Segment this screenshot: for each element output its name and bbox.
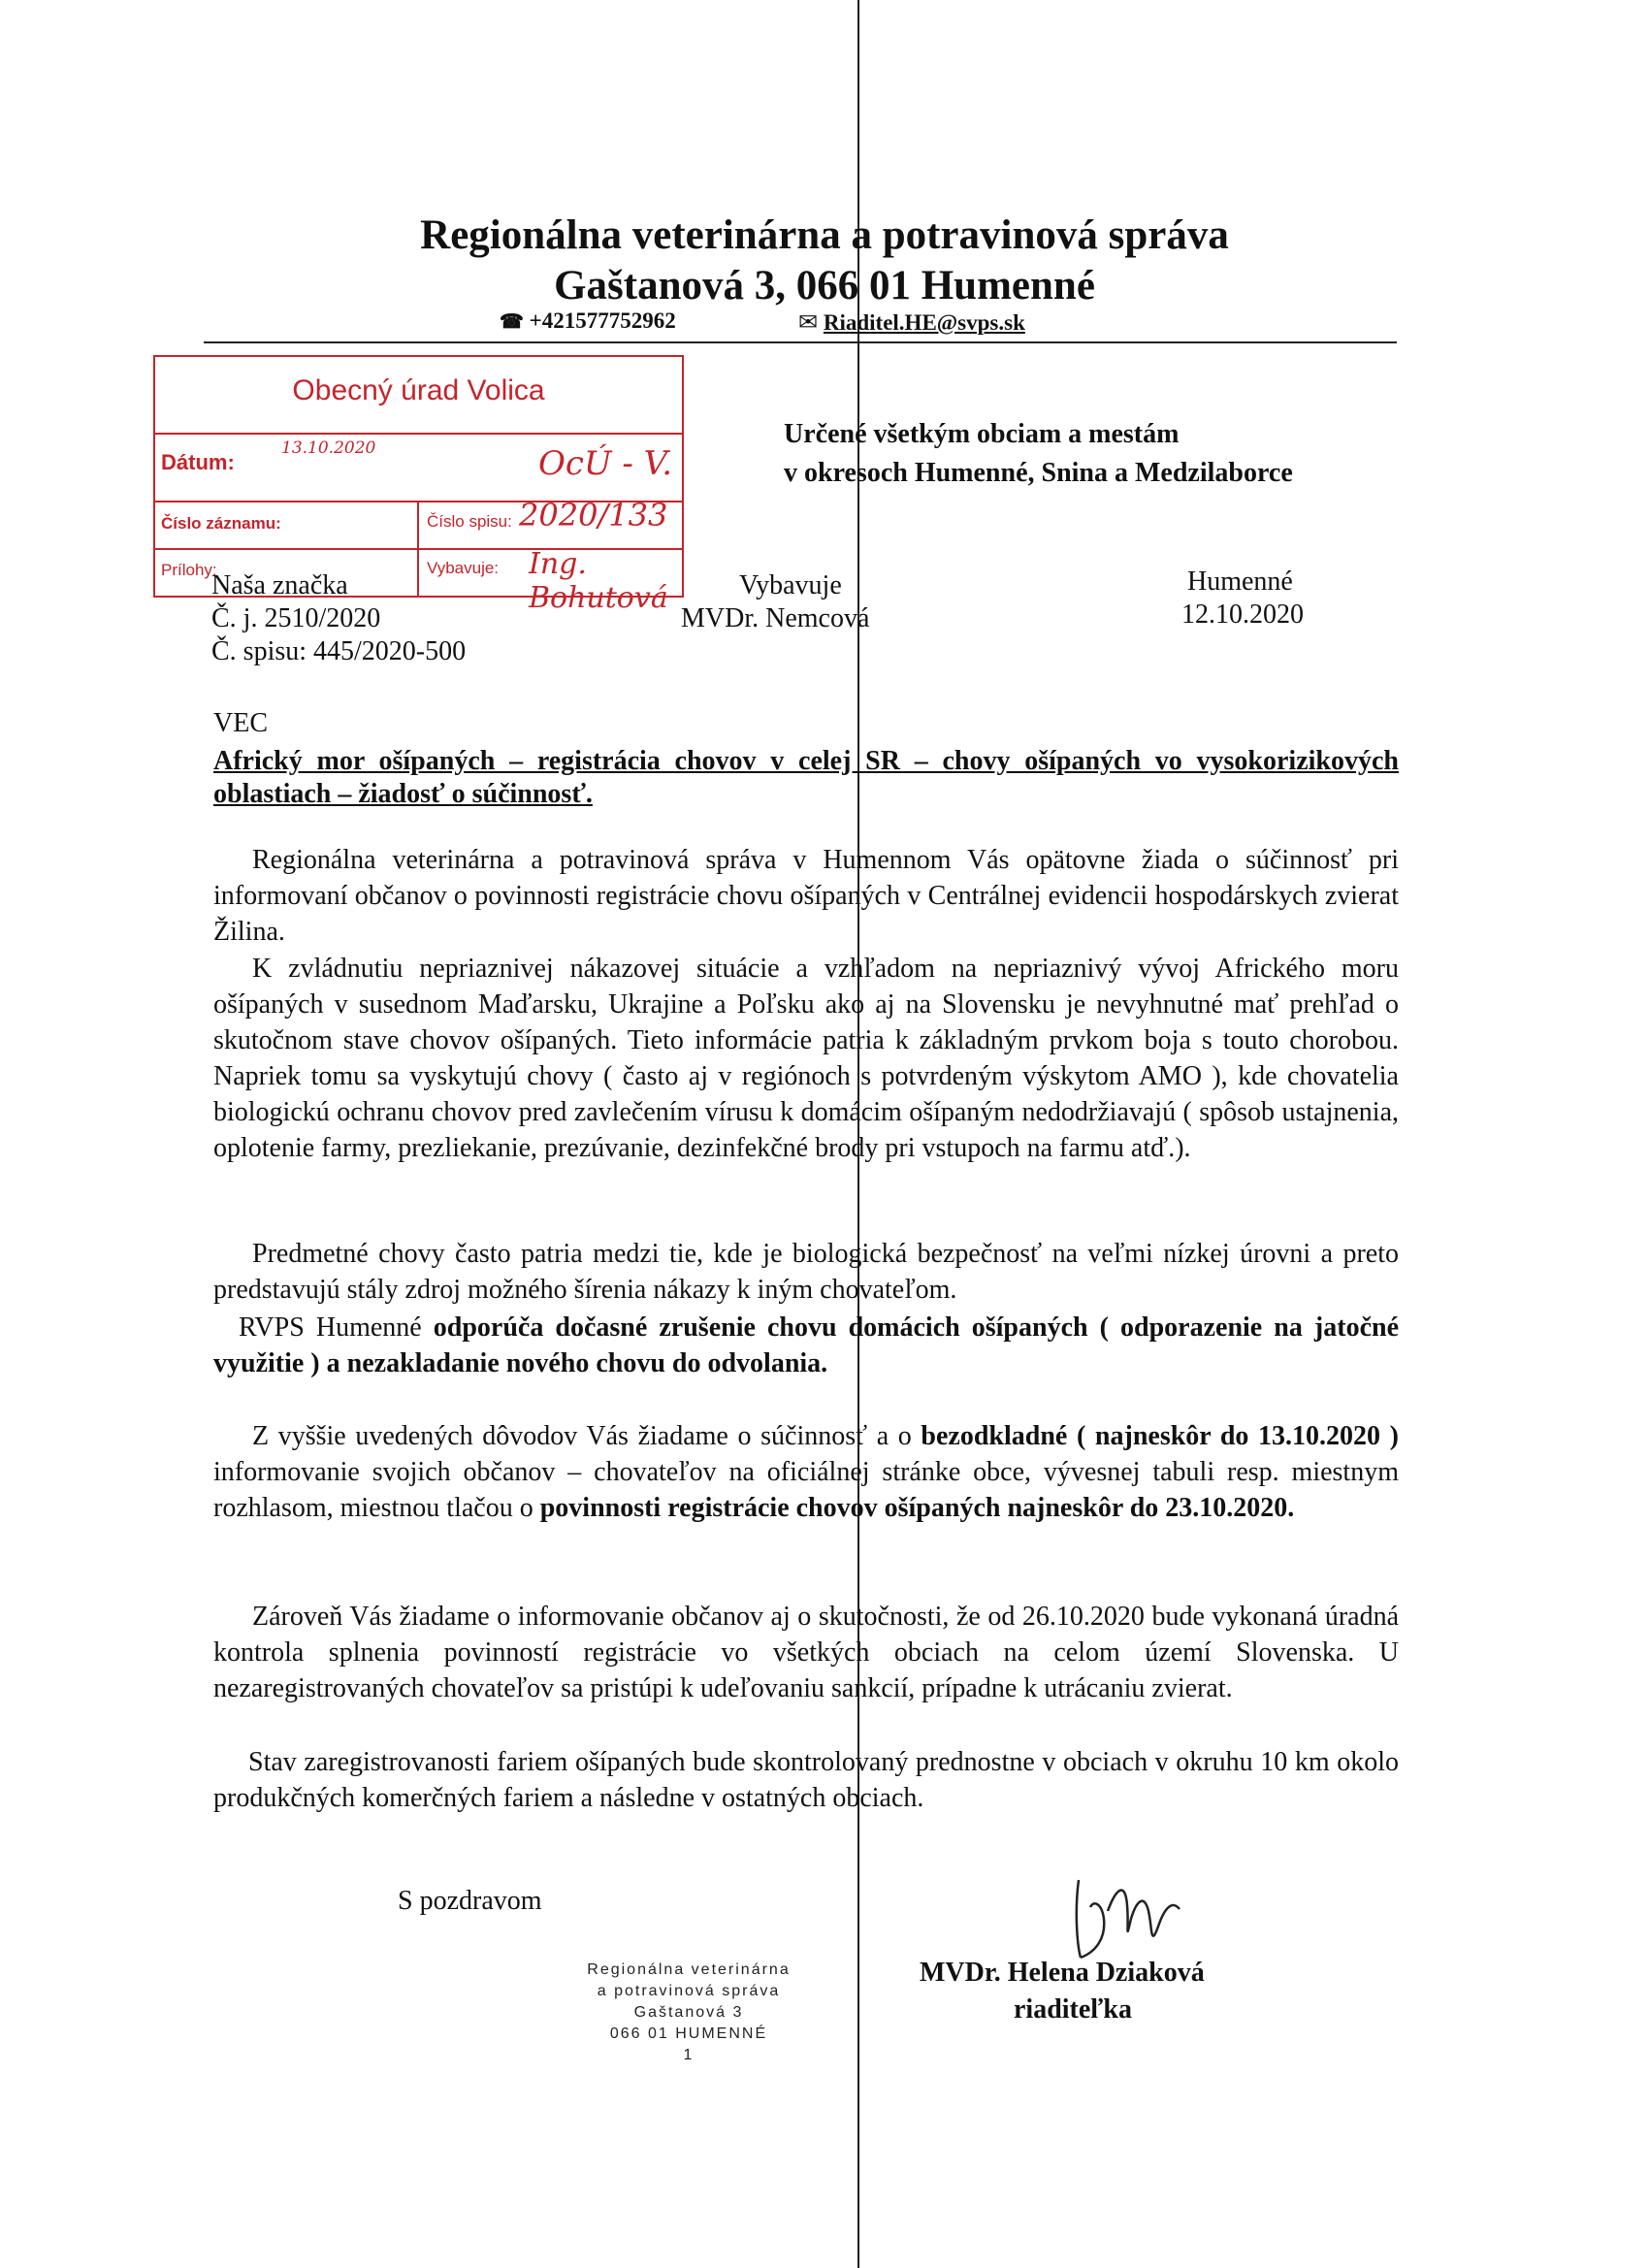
stamp-office: Obecný úrad Volica [292, 374, 545, 406]
seal-line-1: Regionálna veterinárna [587, 1961, 791, 1978]
paragraph-4 [213, 1310, 1399, 1381]
stamp-datum-label: Dátum: [161, 450, 235, 474]
handled-by-label: Vybavuje [739, 570, 842, 600]
paragraph-6: Zároveň Vás žiadame o informovanie občanov aj o skutočnosti, že od 26.10.2020 bude vykonaná úradná kontrola splnenia povinností registrácie vo všetkých obciach na celom území Slovenska. U nezaregistrovaných chovateľov sa pristúpi k udeľovaniu sankcií, prípadne k utrácaniu zvierat. [213, 1602, 1399, 1703]
paragraph-5-part-a: Z vyššie uvedených dôvodov Vás žiadame o súčinnosť a o [252, 1421, 922, 1451]
seal-line-3: Gaštanová 3 [633, 2004, 744, 2021]
recipient-line-1: Určené všetkým obciam a mestám [784, 419, 1180, 449]
paragraph-7: Stav zaregistrovanosti fariem ošípaných bude skontrolovaný prednostne v obciach v okruhu 10 km okolo produkčných komerčných fariem a následne v ostatných obciach. [213, 1747, 1399, 1813]
ref-cj: Č. j. 2510/2020 [211, 603, 381, 633]
ref-spis: Č. spisu: 445/2020-500 [211, 636, 467, 666]
stamp-initials: OcÚ - V. [538, 444, 673, 483]
envelope-icon: ✉ [798, 310, 819, 336]
paragraph-2: K zvládnutiu nepriaznivej nákazovej situácie a vzhľadom na nepriaznivý vývoj Afrického moru ošípaných v susednom Maďarsku, Ukrajine a Poľsku ako aj na Slovensku je nevyhnutné mať prehľad o skutočnom stave chovov ošípaných. Tieto informácie patria k základným prvkom boja s touto chorobou. Napriek tomu sa vyskytujú chovy ( často aj v regiónoch s potvrdeným výskytom AMO ), kde chovatelia biologickú ochranu chovov pred zavlečením vírusu k domácim ošípaným nedodržiavajú ( spôsob ustajnenia, oplotenie farmy, prezliekanie, prezúvanie, dezinfekčné brody pri vstupoch na farmu atď.). [213, 954, 1399, 1163]
stamp-datum-value: 13.10.2020 [281, 438, 376, 458]
email-contact [798, 308, 1025, 337]
handled-by-name: MVDr. Nemcová [681, 603, 870, 633]
signer-name: MVDr. Helena Dziaková [920, 1958, 1205, 1988]
stamp-cislo-zaznamu-label: Číslo záznamu: [161, 514, 281, 533]
stamp-cislo-spisu-label: Číslo spisu: [427, 512, 512, 531]
header-rule [204, 341, 1397, 343]
letter-date: 12.10.2020 [1181, 599, 1304, 630]
telephone-icon: ☎ [500, 311, 524, 333]
org-name: Regionálna veterinárna a potravinová správa [420, 212, 1229, 258]
office-seal [534, 1960, 844, 2066]
recipient-line-2: v okresoch Humenné, Snina a Medzilaborce [784, 458, 1293, 488]
stamp-vybavuje-value: Ing. Bohutová [529, 547, 668, 615]
paragraph-5-part-c: informovanie svojich občanov – chovateľov na oficiálnej stránke obce, vývesnej tabuli resp. miestnym rozhlasom, miestnou tlačou o [213, 1457, 1399, 1523]
paragraph-5-deadline: bezodkladné ( najneskôr do 13.10.2020 ) [921, 1421, 1399, 1451]
paragraph-4-recommendation: odporúča dočasné zrušenie chovu domácich ošípaných ( odporazenie na jatočné využitie ) a nezakladanie nového chovu do odvolania. [213, 1312, 1399, 1378]
handwritten-signature [1057, 1851, 1193, 1967]
paragraph-5 [213, 1418, 1399, 1526]
paragraph-5-registration-deadline: povinnosti registrácie chovov ošípaných najneskôr do 23.10.2020. [539, 1493, 1295, 1523]
stamp-vybavuje-label: Vybavuje: [427, 559, 500, 577]
our-ref-label: Naša značka [211, 570, 348, 600]
phone-contact [500, 308, 676, 334]
registry-stamp [153, 355, 684, 615]
paragraph-3: Predmetné chovy často patria medzi tie, kde je biologická bezpečnosť na veľmi nízkej úrovni a preto predstavujú stály zdroj možného šírenia nákazy k iným chovateľom. [213, 1239, 1399, 1305]
subject-line: Africký mor ošípaných – registrácia chovov v celej SR – chovy ošípaných vo vysokorizikových oblastiach – žiadosť o súčinnosť. [213, 746, 1399, 809]
letter-city: Humenné [1187, 567, 1293, 597]
stamp-cislo-spisu-value: 2020/133 [519, 497, 668, 534]
seal-line-5: 1 [683, 2047, 695, 2063]
paragraph-1: Regionálna veterinárna a potravinová správa v Humennom Vás opätovne žiada o súčinnosť pri informovaní občanov o povinnosti registrácie chovu ošípaných v Centrálnej evidencii hospodárskych zvierat Žilina. [213, 845, 1399, 947]
email-address: Riaditel.HE@svps.sk [823, 310, 1025, 335]
greeting: S pozdravom [398, 1886, 542, 1916]
paragraph-4-lead: RVPS Humenné [239, 1312, 434, 1343]
org-address: Gaštanová 3, 066 01 Humenné [554, 263, 1095, 308]
seal-line-2: a potravinová správa [597, 1983, 781, 1999]
stamp-prilohy-label: Prílohy: [161, 561, 217, 579]
vec-label: VEC [213, 708, 268, 738]
seal-line-4: 066 01 HUMENNÉ [609, 2025, 768, 2042]
signer-title: riaditeľka [1014, 1994, 1133, 2025]
phone-number: +421577752962 [529, 308, 676, 333]
